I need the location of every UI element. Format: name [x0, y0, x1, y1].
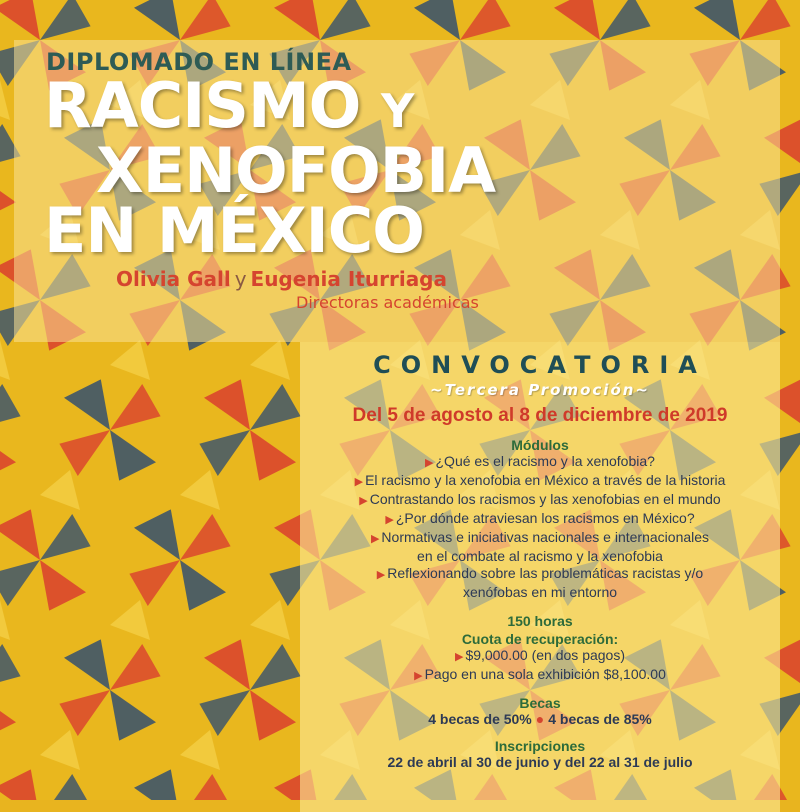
modules-heading: Módulos [511, 437, 569, 453]
main-title [44, 69, 564, 267]
price-item: ▶ $9,000.00 (en dos pagos) [454, 647, 626, 663]
bullet-icon: ▶ [370, 533, 380, 545]
bullet-icon: ▶ [385, 514, 394, 526]
beca-2: 4 becas de 85% [548, 711, 652, 727]
directors-label: Directoras académicas [296, 293, 479, 312]
program-dates: Del 5 de agosto al 8 de diciembre de 2019 [352, 405, 728, 426]
becas-line [300, 711, 780, 728]
becas-heading: Becas [519, 695, 561, 711]
module-item: ▶ ¿Qué es el racismo y la xenofobia? [425, 453, 655, 469]
title-line3: EN MÉXICO [44, 194, 424, 267]
call-details [300, 345, 780, 771]
header [44, 44, 564, 312]
author-separator: y [234, 267, 247, 291]
author-2: Eugenia Iturriaga [250, 267, 447, 291]
module-item: ▶ Contrastando los racismos y las xenofobias en el mundo [359, 491, 721, 507]
module-item: ▶ El racismo y la xenofobia en México a través de la historia [354, 472, 726, 488]
dot-separator-icon: ● [535, 711, 545, 727]
author-1: Olivia Gall [116, 267, 231, 291]
beca-1: 4 becas de 50% [428, 711, 532, 727]
convocatoria-heading: CONVOCATORIA [373, 351, 707, 379]
module-item: ▶ ¿Por dónde atraviesan los racismos en México? [385, 510, 695, 526]
inscripciones-heading: Inscripciones [494, 738, 586, 754]
module-item: ▶ Normativas e iniciativas nacionales e internacionales [370, 529, 710, 545]
module-item-continued: xenófobas en mi entorno [462, 584, 618, 600]
title-line1: RACISMO [44, 69, 361, 142]
bullet-icon: ▶ [376, 569, 386, 581]
module-item-continued: en el combate al racismo y la xenofobia [417, 548, 663, 564]
fee-label: Cuota de recuperación: [461, 631, 619, 647]
hours-label: 150 horas [507, 613, 573, 629]
bullet-icon: ▶ [354, 476, 364, 488]
kicker-text: DIPLOMADO EN LÍNEA [46, 48, 352, 76]
bullet-icon: ▶ [414, 670, 423, 682]
bullet-icon: ▶ [425, 457, 434, 469]
promotion-label: ~Tercera Promoción~ [430, 381, 650, 399]
price-item: ▶ Pago en una sola exhibición $8,100.00 [414, 666, 666, 682]
authors [116, 267, 564, 291]
module-item: ▶ Reflexionando sobre las problemáticas racistas y/o [376, 565, 704, 581]
title-line2: XENOFOBIA [96, 134, 496, 207]
title-y: Y [380, 84, 414, 138]
inscripciones-dates: 22 de abril al 30 de junio y del 22 al 31 de julio [387, 754, 693, 770]
bullet-icon: ▶ [454, 651, 464, 663]
bullet-icon: ▶ [359, 495, 368, 507]
